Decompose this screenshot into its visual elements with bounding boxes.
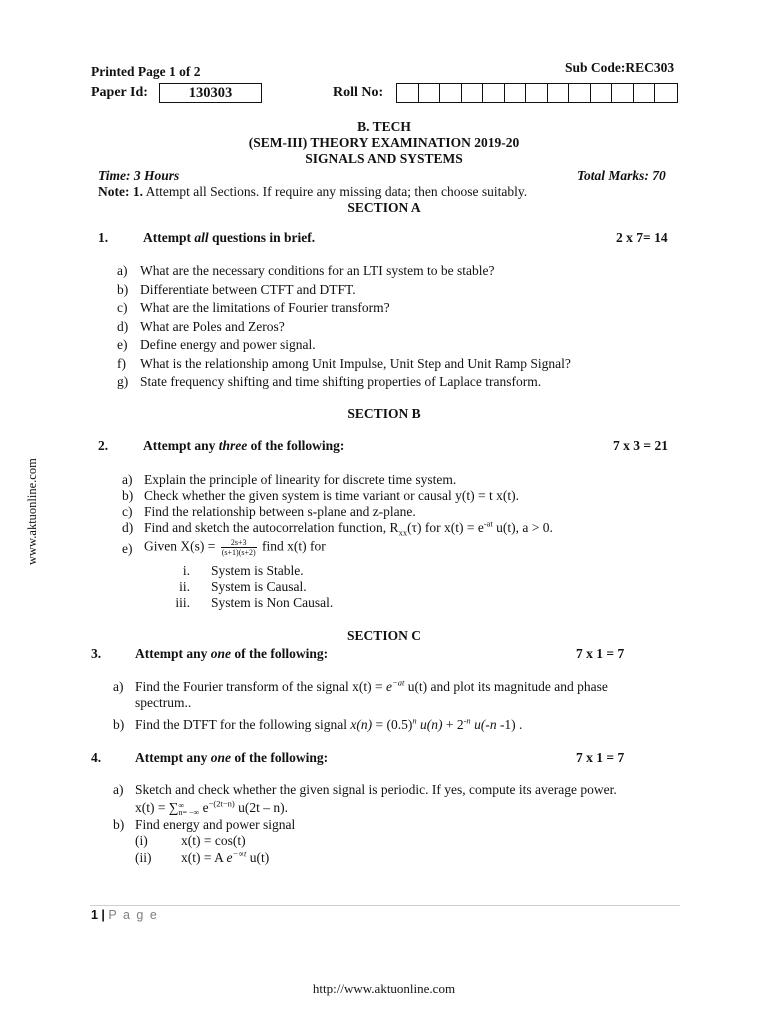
roll-no-boxes[interactable] (396, 83, 678, 103)
q2-item-text: Check whether the given system is time variant or causal y(t) = t x(t). (144, 488, 520, 503)
question-3-instruction: Attempt any one of the following: (135, 646, 329, 661)
paper-id-label: Paper Id: (91, 85, 148, 100)
q1-item-text: What are the limitations of Fourier transform? (140, 300, 390, 315)
q3-item-text: Find the Fourier transform of the signal $x(t) = e^{-at}$ u(t) and plot its magnitude and phase (135, 677, 608, 694)
q1-item-label: b) (117, 281, 129, 297)
q1-item-text: Define energy and power signal. (140, 337, 316, 352)
q3-item-text-continued: spectrum.. (135, 695, 192, 710)
q1-item-text: What is the relationship among Unit Impulse, Unit Step and Unit Ramp Signal? (140, 355, 571, 371)
q2-item-label: d) (122, 520, 134, 535)
q4-item-label: a) (113, 782, 124, 797)
degree-title: B. TECH (357, 119, 411, 134)
q2-item-text: Find the relationship between s-plane and z-plane. (144, 504, 416, 519)
q1-item-text: Differentiate between CTFT and DTFT. (140, 281, 356, 297)
q2-subitem-text: System is Causal. (211, 579, 307, 594)
question-3-marks: 7 x 1 = 7 (576, 646, 625, 661)
q4-signal-equation: x(t) = ∑ ∞ n= −∞ $e^{-(2t-n)}$ u(2t – n). (135, 798, 288, 817)
time-label: Time: 3 Hours (98, 168, 180, 183)
q1-item-text: State frequency shifting and time shifting properties of Laplace transform. (140, 374, 542, 389)
q1-item-text: What are Poles and Zeros? (140, 318, 285, 334)
q1-item-label: c) (117, 300, 128, 315)
q2-item-label: a) (122, 472, 133, 487)
question-2-marks: 7 x 3 = 21 (613, 438, 668, 453)
q4-item-text: Sketch and check whether the given signal is periodic. If yes, compute its average power. (135, 782, 617, 797)
q4-subitem-label: (ii) (135, 850, 152, 865)
q3-item-label: a) (113, 679, 124, 694)
q2-subitem-label: ii. (179, 579, 190, 594)
q1-item-text: What are the necessary conditions for an LTI system to be stable? (140, 263, 495, 278)
q2-item-label: c) (122, 504, 133, 519)
transfer-function-fraction: $\frac{2s+3}{(s+1)(s+2)}$ (221, 538, 256, 557)
question-4-instruction: Attempt any one of the following: (135, 750, 329, 765)
q1-item-label: f) (117, 355, 126, 371)
q2-subitem-text: System is Stable. (211, 563, 304, 578)
q2-item-label: b) (122, 488, 134, 503)
q2-subitem-text: System is Non Causal. (211, 595, 334, 610)
question-1-number: 1. (98, 230, 109, 245)
total-marks: Total Marks: 70 (577, 168, 666, 183)
q4-subitem-text: x(t) = cos(t) (181, 833, 246, 848)
roll-no-label: Roll No: (333, 85, 384, 100)
question-2-instruction: Attempt any three of the following: (143, 438, 345, 453)
page-footer: 1 | P a g e (91, 908, 159, 922)
q4-item-text: Find energy and power signal (135, 817, 296, 832)
exam-title: (SEM-III) THEORY EXAMINATION 2019-20 (248, 135, 520, 150)
printed-page-label: Printed Page 1 of 2 (91, 64, 201, 79)
q1-item-label: d) (117, 318, 129, 334)
q2-subitem-label: i. (182, 563, 190, 578)
section-c-title: SECTION C (347, 628, 421, 643)
q3-item-label: b) (113, 717, 125, 732)
note-line: Note: 1. Attempt all Sections. If require any missing data; then choose suitably. (98, 184, 528, 199)
q2-item-text: Explain the principle of linearity for discrete time system. (144, 472, 457, 487)
q4-item-label: b) (113, 817, 125, 832)
q1-item-label: g) (117, 374, 129, 389)
question-1-instruction: Attempt all questions in brief. (143, 230, 316, 245)
q2-item-text: Given X(s) = $\frac{2s+3}{(s+1)(s+2)}$ find x(t) for (144, 538, 326, 557)
question-4-marks: 7 x 1 = 7 (576, 750, 625, 765)
footer-divider (90, 905, 680, 906)
section-b-title: SECTION B (347, 406, 421, 421)
paper-id-box: 130303 (159, 83, 262, 103)
subject-title: SIGNALS AND SYSTEMS (305, 151, 463, 166)
subject-code: Sub Code:REC303 (565, 60, 675, 75)
q3-item-text: Find the DTFT for the following signal $x(n) = (0.5)^n$ $u(n) + 2^{-n}$ u(-n -1) . (135, 715, 523, 732)
q2-item-text: Find and sketch the autocorrelation function, $R_{xx}(\tau)$ for $x(t) = e^{-at}$ u(t), a > 0. (144, 518, 553, 538)
footer-url[interactable]: http://www.aktuonline.com (312, 981, 456, 996)
q4-subitem-text: x(t) = A $e^{-\propto t}$ u(t) (181, 848, 270, 865)
question-3-number: 3. (91, 646, 102, 661)
question-2-number: 2. (98, 438, 109, 453)
q2-item-label: e) (122, 541, 133, 556)
section-a-title: SECTION A (347, 200, 421, 215)
q4-subitem-label: (i) (135, 833, 148, 848)
question-4-number: 4. (91, 750, 102, 765)
side-watermark: www.aktuonline.com (25, 458, 39, 565)
q1-item-label: e) (117, 337, 128, 352)
q1-item-label: a) (117, 263, 128, 278)
q2-subitem-label: iii. (175, 595, 190, 610)
question-1-marks: 2 x 7= 14 (616, 230, 668, 245)
